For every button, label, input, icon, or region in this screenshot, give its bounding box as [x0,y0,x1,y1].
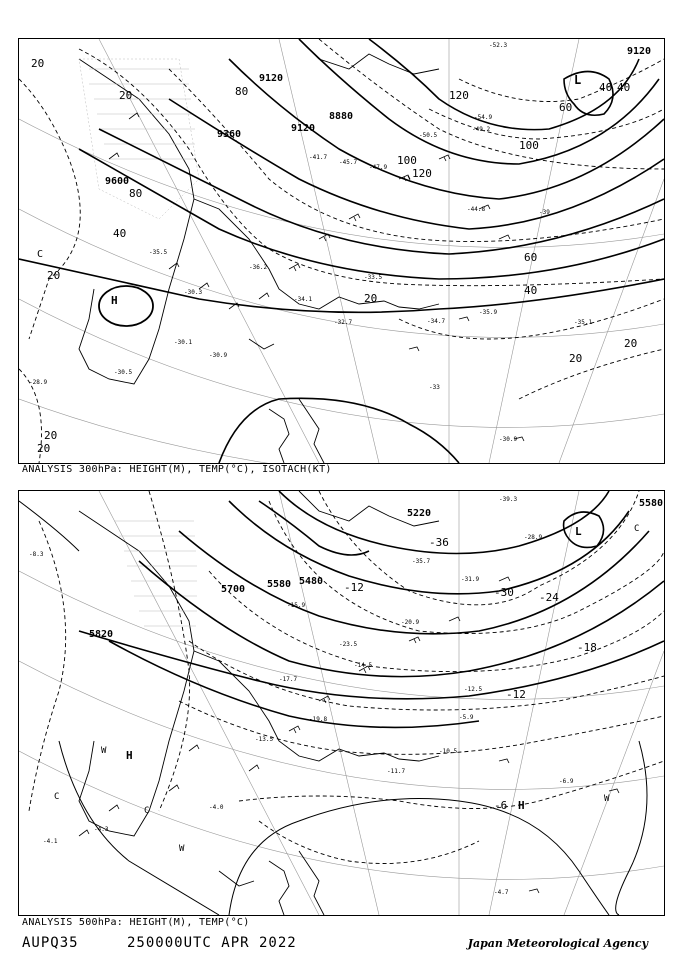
isotach-label: 100 [397,154,417,167]
temp-label: -28.9 [29,379,48,386]
isotach-label: 80 [129,187,143,200]
temp-label: -49.2 [472,126,491,133]
map-panel-500hpa [18,490,665,916]
isotach-label: 60 [559,101,573,114]
valid-time: 250000UTC APR 2022 [127,935,297,951]
cold-marker: C [144,806,150,816]
isotherm-label: -18 [577,641,597,654]
height-label: 5480 [299,576,324,587]
height-label: 9600 [105,176,130,187]
high-pressure-marker: H [518,799,525,812]
temp-label: -44.8 [467,206,486,213]
isotherm-label: -12 [506,688,526,701]
temp-label: -35.9 [479,309,498,316]
map-panel-300hpa [18,38,665,464]
temp-label: -11.7 [387,768,406,775]
temp-label: -54.9 [474,114,493,121]
cold-marker: C [634,524,640,534]
temp-label: -50.5 [419,132,438,139]
isotherm-label: -6 [494,799,508,812]
temp-label: -39 [539,209,550,216]
isotach-label: 40 [617,81,631,94]
temperature-labels-500 [29,496,574,896]
height-label: 9360 [217,129,242,140]
map-500hpa-canvas [19,491,664,915]
height-label: 5580 [267,579,292,590]
isotach-label: 20 [37,442,51,455]
temp-label: -35.1 [574,319,593,326]
thin-contours-500 [19,501,647,915]
height-label: 8880 [329,111,354,122]
height-label: 9120 [291,123,316,134]
temp-label: -23.5 [339,641,358,648]
isotach-label: 20 [47,269,61,282]
temp-label: -35.5 [149,249,168,256]
product-id: AUPQ35 [22,935,79,951]
temp-label: -30.1 [174,339,193,346]
isotach-label: 20 [624,337,638,350]
low-pressure-marker: L [574,73,582,87]
temp-label: -30.3 [184,289,203,296]
temp-label: -4.0 [209,804,224,811]
map-300hpa-canvas [19,39,664,463]
height-label: 5220 [407,508,432,519]
isotach-label: 60 [524,251,538,264]
caption-300hpa: ANALYSIS 300hPa: HEIGHT(M), TEMP(°C), ISOTACH(KT) [22,464,332,475]
temp-label: -5.9 [459,714,474,721]
temp-label: -6.9 [559,778,574,785]
height-label: 5580 [639,498,664,509]
warm-marker: W [179,844,185,854]
temp-label: -30.9 [209,352,228,359]
temp-label: -12.5 [464,686,483,693]
temp-label: -33.5 [364,274,383,281]
coastlines-300 [79,39,439,463]
isotach-label: 40 [113,227,127,240]
isotach-label: 120 [412,167,432,180]
temp-label: -32.7 [334,319,353,326]
isotherm-label: -36 [429,536,449,549]
warm-marker: W [101,746,107,756]
temp-label: -4.1 [43,838,58,845]
temp-label: -36.2 [249,264,268,271]
isotach-label: 20 [119,89,133,102]
high-pressure-marker: H [126,749,133,762]
temp-label: -33 [429,384,440,391]
temp-label: -35.7 [412,558,431,565]
isotach-label: 20 [569,352,583,365]
coastlines-500 [79,491,439,915]
isotach-label: 20 [31,57,45,70]
isotach-label: 100 [519,139,539,152]
height-label: 5700 [221,584,246,595]
isotherm-label: -12 [344,581,364,594]
temp-label: -52.3 [489,42,508,49]
temp-label: -10.5 [439,748,458,755]
isotach-label: 40 [524,284,538,297]
temp-label: -17.7 [279,676,298,683]
cold-marker: C [54,792,60,802]
temp-label: -19.8 [309,716,328,723]
temp-label: -47.9 [369,164,388,171]
temperature-labels-300 [29,42,592,443]
height-labels-500 [89,498,663,640]
caption-500hpa: ANALYSIS 500hPa: HEIGHT(M), TEMP(°C) [22,917,250,928]
temp-label: -31.9 [461,576,480,583]
temp-label: -4.7 [494,889,509,896]
temp-label: -34.7 [427,318,446,325]
isotherm-label: -24 [539,591,559,604]
temp-label: -45.7 [339,159,358,166]
high-pressure-contour-300 [99,286,153,326]
temp-label: -14.5 [354,662,373,669]
height-label: 9120 [627,46,652,57]
temp-label: -13.5 [255,736,274,743]
isotherms-500 [29,491,664,864]
agency-name: Japan Meteorological Agency [467,937,648,950]
temp-label: -34.1 [294,296,313,303]
isotach-label: 120 [449,89,469,102]
cold-marker: C [37,249,44,260]
warm-marker: W [604,794,610,804]
temp-label: -15.9 [287,602,306,609]
low-pressure-marker: L [575,525,582,538]
temp-label: -30.9 [499,436,518,443]
temp-label: -39.3 [499,496,518,503]
isotach-label: 20 [364,292,378,305]
high-pressure-marker: H [111,294,118,307]
isotach-label: 20 [44,429,58,442]
height-label: 9120 [259,73,284,84]
temp-label: -8.3 [29,551,44,558]
isotach-label: 40 [599,81,613,94]
temp-label: -41.7 [309,154,328,161]
isotach-label: 80 [235,85,249,98]
temp-label: -28.9 [524,534,543,541]
temp-label: -20.9 [401,619,420,626]
height-label: 5820 [89,629,114,640]
temp-label: -4.3 [94,826,109,833]
hatch-500 [114,521,197,626]
isotherm-label: -30 [494,586,514,599]
temp-label: -30.5 [114,369,133,376]
